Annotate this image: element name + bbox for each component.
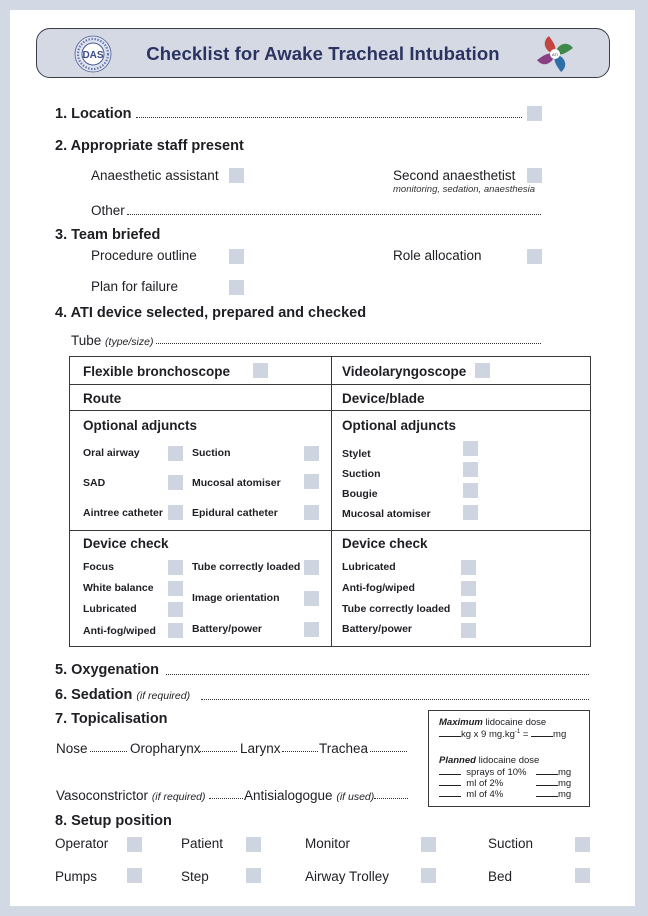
ml-4pct-field[interactable] <box>439 796 461 797</box>
adjunct-aintree-label: Aintree catheter <box>83 507 163 519</box>
vl-adjunct-bougie-checkbox[interactable] <box>463 483 478 498</box>
procedure-outline-checkbox[interactable] <box>229 249 244 264</box>
check-lubricated-checkbox[interactable] <box>168 602 183 617</box>
svg-text:ATI: ATI <box>552 52 558 57</box>
other-staff-label: Other <box>91 203 125 218</box>
antisialogogue-note: (if used) <box>336 791 375 803</box>
adjunct-suction-label: Suction <box>192 447 231 459</box>
lidocaine-dose-box <box>428 710 590 807</box>
vasoconstrictor-note: (if required) <box>151 791 206 803</box>
adjunct-epidural-checkbox[interactable] <box>304 505 319 520</box>
adjunct-aintree-checkbox[interactable] <box>168 505 183 520</box>
table-rule <box>70 384 590 385</box>
planned-row <box>439 789 503 800</box>
setup-operator-checkbox[interactable] <box>127 837 142 852</box>
setup-monitor-checkbox[interactable] <box>421 837 436 852</box>
second-anaesthetist-note: monitoring, sedation, anaesthesia <box>393 184 536 195</box>
planned-row <box>439 767 526 778</box>
role-allocation-label: Role allocation <box>393 248 482 263</box>
section-sedation-heading <box>55 687 190 703</box>
oropharynx-label: Oropharynx <box>130 741 201 756</box>
page-title: Checklist for Awake Tracheal Intubation <box>146 43 500 64</box>
sedation-note: (if required) <box>136 690 191 702</box>
antisialogogue-text: Antisialogogue <box>244 788 333 803</box>
larynx-label: Larynx <box>240 741 281 756</box>
mg-unit: mg <box>558 778 572 789</box>
location-checkbox[interactable] <box>527 106 542 121</box>
tube-field[interactable] <box>156 343 541 344</box>
vl-adjunct-bougie-label: Bougie <box>342 488 378 500</box>
vl-adjunct-stylet-label: Stylet <box>342 448 371 460</box>
sedation-text: 6. Sedation <box>55 687 133 703</box>
right-adjuncts-title: Optional adjuncts <box>342 418 457 433</box>
vl-check-tube-loaded-checkbox[interactable] <box>461 602 476 617</box>
vl-check-tube-loaded-label: Tube correctly loaded <box>342 603 451 615</box>
oxygenation-field[interactable] <box>166 674 589 675</box>
section-topicalisation-heading: 7. Topicalisation <box>55 711 168 727</box>
sedation-field[interactable] <box>201 699 589 700</box>
mg-unit: mg <box>558 767 572 778</box>
section-staff-heading: 2. Appropriate staff present <box>55 138 244 154</box>
header-banner <box>36 28 610 78</box>
vl-adjunct-mucosal-atomiser-label: Mucosal atomiser <box>342 508 431 520</box>
left-adjuncts-title: Optional adjuncts <box>83 418 198 433</box>
plan-for-failure-checkbox[interactable] <box>229 280 244 295</box>
route-label: Route <box>83 391 122 406</box>
location-field[interactable] <box>136 117 522 118</box>
mg-unit: mg <box>553 729 567 741</box>
max-dose-field[interactable] <box>531 736 553 737</box>
videolaryngoscope-label: Videolaryngoscope <box>342 364 467 379</box>
setup-suction-label: Suction <box>488 836 534 851</box>
nose-field[interactable] <box>90 751 127 752</box>
setup-airway-trolley-label: Airway Trolley <box>305 869 390 884</box>
sprays-field[interactable] <box>439 774 461 775</box>
adjunct-suction-checkbox[interactable] <box>304 446 319 461</box>
planned-row-label: ml of 2% <box>466 778 504 789</box>
tube-note: (type/size) <box>105 336 154 348</box>
second-anaesthetist-label: Second anaesthetist <box>393 168 516 183</box>
antisialogogue-label <box>244 788 374 803</box>
planned-rest: lidocaine dose <box>475 755 540 766</box>
check-antifog-label: Anti-fog/wiped <box>83 625 156 637</box>
adjunct-oral-airway-label: Oral airway <box>83 447 140 459</box>
other-staff-field[interactable] <box>127 214 541 215</box>
vl-adjunct-suction-label: Suction <box>342 468 381 480</box>
larynx-field[interactable] <box>282 751 318 752</box>
check-white-balance-checkbox[interactable] <box>168 581 183 596</box>
second-anaesthetist-checkbox[interactable] <box>527 168 542 183</box>
tube-text: Tube <box>71 333 102 348</box>
setup-monitor-label: Monitor <box>305 836 351 851</box>
vasoconstrictor-label <box>56 788 206 803</box>
vl-adjunct-mucosal-atomiser-checkbox[interactable] <box>463 505 478 520</box>
antisialogogue-field[interactable] <box>374 798 408 799</box>
vl-check-antifog-checkbox[interactable] <box>461 581 476 596</box>
vl-check-battery-label: Battery/power <box>342 623 413 635</box>
planned-row <box>439 778 503 789</box>
planned-lidocaine-title <box>439 755 539 766</box>
oropharynx-field[interactable] <box>200 751 237 752</box>
section-location-heading: 1. Location <box>55 106 132 122</box>
adjunct-oral-airway-checkbox[interactable] <box>168 446 183 461</box>
device-table <box>69 356 591 647</box>
setup-suction-checkbox[interactable] <box>575 837 590 852</box>
procedure-outline-label: Procedure outline <box>91 248 197 263</box>
adjunct-sad-checkbox[interactable] <box>168 475 183 490</box>
adjunct-sad-label: SAD <box>83 477 106 489</box>
check-white-balance-label: White balance <box>83 582 154 594</box>
check-antifog-checkbox[interactable] <box>168 623 183 638</box>
vasoconstrictor-text: Vasoconstrictor <box>56 788 149 803</box>
flexible-bronchoscope-checkbox[interactable] <box>253 363 268 378</box>
planned-row-mg <box>536 789 571 800</box>
max-rest: lidocaine dose <box>482 717 547 728</box>
weight-field[interactable] <box>439 736 461 737</box>
anaesthetic-assistant-checkbox[interactable] <box>229 168 244 183</box>
check-tube-loaded-checkbox[interactable] <box>304 560 319 575</box>
role-allocation-checkbox[interactable] <box>527 249 542 264</box>
ml-2pct-mg-field[interactable] <box>536 785 558 786</box>
setup-bed-label: Bed <box>488 869 513 884</box>
check-focus-label: Focus <box>83 561 114 573</box>
trachea-label: Trachea <box>319 741 369 756</box>
planned-bold: Planned <box>439 755 476 766</box>
formula-eq: = <box>520 729 532 741</box>
left-device-check-title: Device check <box>83 536 169 551</box>
planned-row-mg <box>536 778 571 789</box>
ml-2pct-field[interactable] <box>439 785 461 786</box>
table-rule <box>70 530 590 531</box>
vl-check-battery-checkbox[interactable] <box>461 623 476 638</box>
check-tube-loaded-label: Tube correctly loaded <box>192 561 301 573</box>
vl-adjunct-stylet-checkbox[interactable] <box>463 441 478 456</box>
setup-airway-trolley-checkbox[interactable] <box>421 868 436 883</box>
setup-operator-label: Operator <box>55 836 109 851</box>
setup-patient-checkbox[interactable] <box>246 837 261 852</box>
nose-label: Nose <box>56 741 88 756</box>
plan-for-failure-label: Plan for failure <box>91 279 179 294</box>
check-lubricated-label: Lubricated <box>83 603 137 615</box>
setup-step-label: Step <box>181 869 209 884</box>
flexible-bronchoscope-label: Flexible bronchoscope <box>83 364 231 379</box>
device-blade-label: Device/blade <box>342 391 425 406</box>
planned-row-label: ml of 4% <box>466 789 504 800</box>
mg-unit: mg <box>558 789 572 800</box>
formula-exp: -1 <box>514 729 521 735</box>
section-oxygenation-heading: 5. Oxygenation <box>55 662 159 678</box>
check-image-orientation-checkbox[interactable] <box>304 591 319 606</box>
section-setup-heading: 8. Setup position <box>55 813 172 829</box>
sprays-mg-field[interactable] <box>536 774 558 775</box>
setup-pumps-label: Pumps <box>55 869 98 884</box>
planned-row-mg <box>536 767 571 778</box>
setup-step-checkbox[interactable] <box>246 868 261 883</box>
check-battery-checkbox[interactable] <box>304 622 319 637</box>
max-lidocaine-formula <box>439 729 566 740</box>
max-lidocaine-title <box>439 717 546 728</box>
planned-row-label: sprays of 10% <box>466 767 527 778</box>
check-battery-label: Battery/power <box>192 623 263 635</box>
table-rule <box>70 410 590 411</box>
vl-check-lubricated-checkbox[interactable] <box>461 560 476 575</box>
setup-bed-checkbox[interactable] <box>575 868 590 883</box>
setup-pumps-checkbox[interactable] <box>127 868 142 883</box>
ml-4pct-mg-field[interactable] <box>536 796 558 797</box>
vasoconstrictor-field[interactable] <box>209 798 243 799</box>
anaesthetic-assistant-label: Anaesthetic assistant <box>91 168 219 183</box>
vl-check-lubricated-label: Lubricated <box>342 561 396 573</box>
section-device-heading: 4. ATI device selected, prepared and checked <box>55 305 367 321</box>
check-image-orientation-label: Image orientation <box>192 592 280 604</box>
check-focus-checkbox[interactable] <box>168 560 183 575</box>
vl-check-antifog-label: Anti-fog/wiped <box>342 582 415 594</box>
formula-kg: kg x 9 mg.kg <box>461 729 515 741</box>
adjunct-mucosal-atomiser-checkbox[interactable] <box>304 474 319 489</box>
videolaryngoscope-checkbox[interactable] <box>475 363 490 378</box>
vl-adjunct-suction-checkbox[interactable] <box>463 462 478 477</box>
adjunct-mucosal-atomiser-label: Mucosal atomiser <box>192 477 281 489</box>
right-device-check-title: Device check <box>342 536 428 551</box>
tube-label <box>71 333 153 348</box>
section-team-briefed-heading: 3. Team briefed <box>55 227 161 243</box>
table-divider <box>331 357 332 646</box>
trachea-field[interactable] <box>370 751 407 752</box>
svg-text:DAS: DAS <box>82 50 104 61</box>
adjunct-epidural-label: Epidural catheter <box>192 507 278 519</box>
ati-logo-icon <box>533 32 577 76</box>
max-bold: Maximum <box>439 717 483 728</box>
setup-patient-label: Patient <box>181 836 224 851</box>
checklist-page <box>10 10 635 906</box>
